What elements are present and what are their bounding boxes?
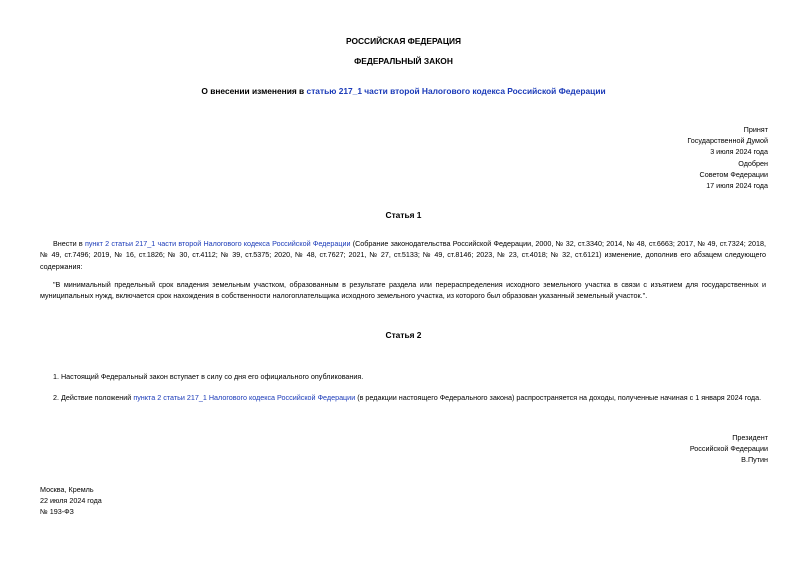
article-1-heading: Статья 1 xyxy=(385,210,422,220)
article-2-paragraph-1: 1. Настоящий Федеральный закон вступает в силу со дня его официального опубликования. xyxy=(53,372,364,381)
place-line-2: 22 июля 2024 года xyxy=(40,496,102,506)
signature-line-3: В.Путин xyxy=(741,455,768,465)
signature-line-2: Российской Федерации xyxy=(689,444,768,454)
article-1-p1-suffix: (Собрание законодательства Российской Федерации, 2000, № 32, ст.3340; 2014, № 48, ст.6663; 2017, № 49, ст.7324; 2018, № 49, ст.7496; 2019, № 16, ст.1826; № 30, ст.4112; № 39, ст.5375; 2020, № 48, ст.7627; 2021, № 27, ст.5133; № 49, ст.8146; 2023, № 23, ст.4018; № 32, ст.6121) изменение, дополнив его абзацем следующего содержания: xyxy=(40,239,766,271)
law-title xyxy=(0,86,807,98)
adoption-line-6: 17 июля 2024 года xyxy=(706,181,768,191)
adoption-block xyxy=(687,124,768,191)
place-line-3: № 193-ФЗ xyxy=(40,507,74,517)
article-2-p2-prefix: 2. Действие положений xyxy=(53,393,134,402)
article-2-p2-suffix: (в редакции настоящего Федерального закона) распространяется на доходы, полученные начиная с 1 января 2024 года. xyxy=(355,393,762,402)
adoption-line-2: Государственной Думой xyxy=(687,136,768,146)
signature-block xyxy=(690,432,768,466)
article-2-paragraph-2 xyxy=(53,392,766,403)
article-1-p1-prefix: Внести в xyxy=(53,239,85,248)
article-1-p1-link[interactable]: пункт 2 статьи 217_1 части второй Налогового кодекса Российской Федерации xyxy=(84,239,351,248)
signature-line-1: Президент xyxy=(732,433,768,442)
adoption-line-5: Советом Федерации xyxy=(699,169,768,179)
article-1-paragraph-1 xyxy=(40,238,766,272)
article-2-p2-link[interactable]: пункта 2 статьи 217_1 Налогового кодекса Российской Федерации xyxy=(133,393,356,402)
adoption-line-4: Одобрен xyxy=(738,158,768,168)
law-title-link[interactable]: статью 217_1 части второй Налогового кодекса Российской Федерации xyxy=(306,86,606,96)
adoption-line-3: 3 июля 2024 года xyxy=(710,147,768,157)
document-type-heading: ФЕДЕРАЛЬНЫЙ ЗАКОН xyxy=(354,56,453,66)
place-date-block xyxy=(40,484,102,518)
article-2-heading: Статья 2 xyxy=(385,330,422,340)
country-heading: РОССИЙСКАЯ ФЕДЕРАЦИЯ xyxy=(345,36,462,46)
article-1-paragraph-2: "В минимальный предельный срок владения земельным участком, образованным в результате раздела или перераспределения исходного земельного участка в связи с изъятием для государственных и муниципальных нужд, включается срок нахождения в собственности налогоплательщика исходного земельного участка, из которого был образован указанный земельный участок.". xyxy=(40,280,766,301)
place-line-1: Москва, Кремль xyxy=(40,485,94,494)
adoption-line-1: Принят xyxy=(743,125,768,134)
law-title-prefix: О внесении изменения в xyxy=(201,86,307,96)
